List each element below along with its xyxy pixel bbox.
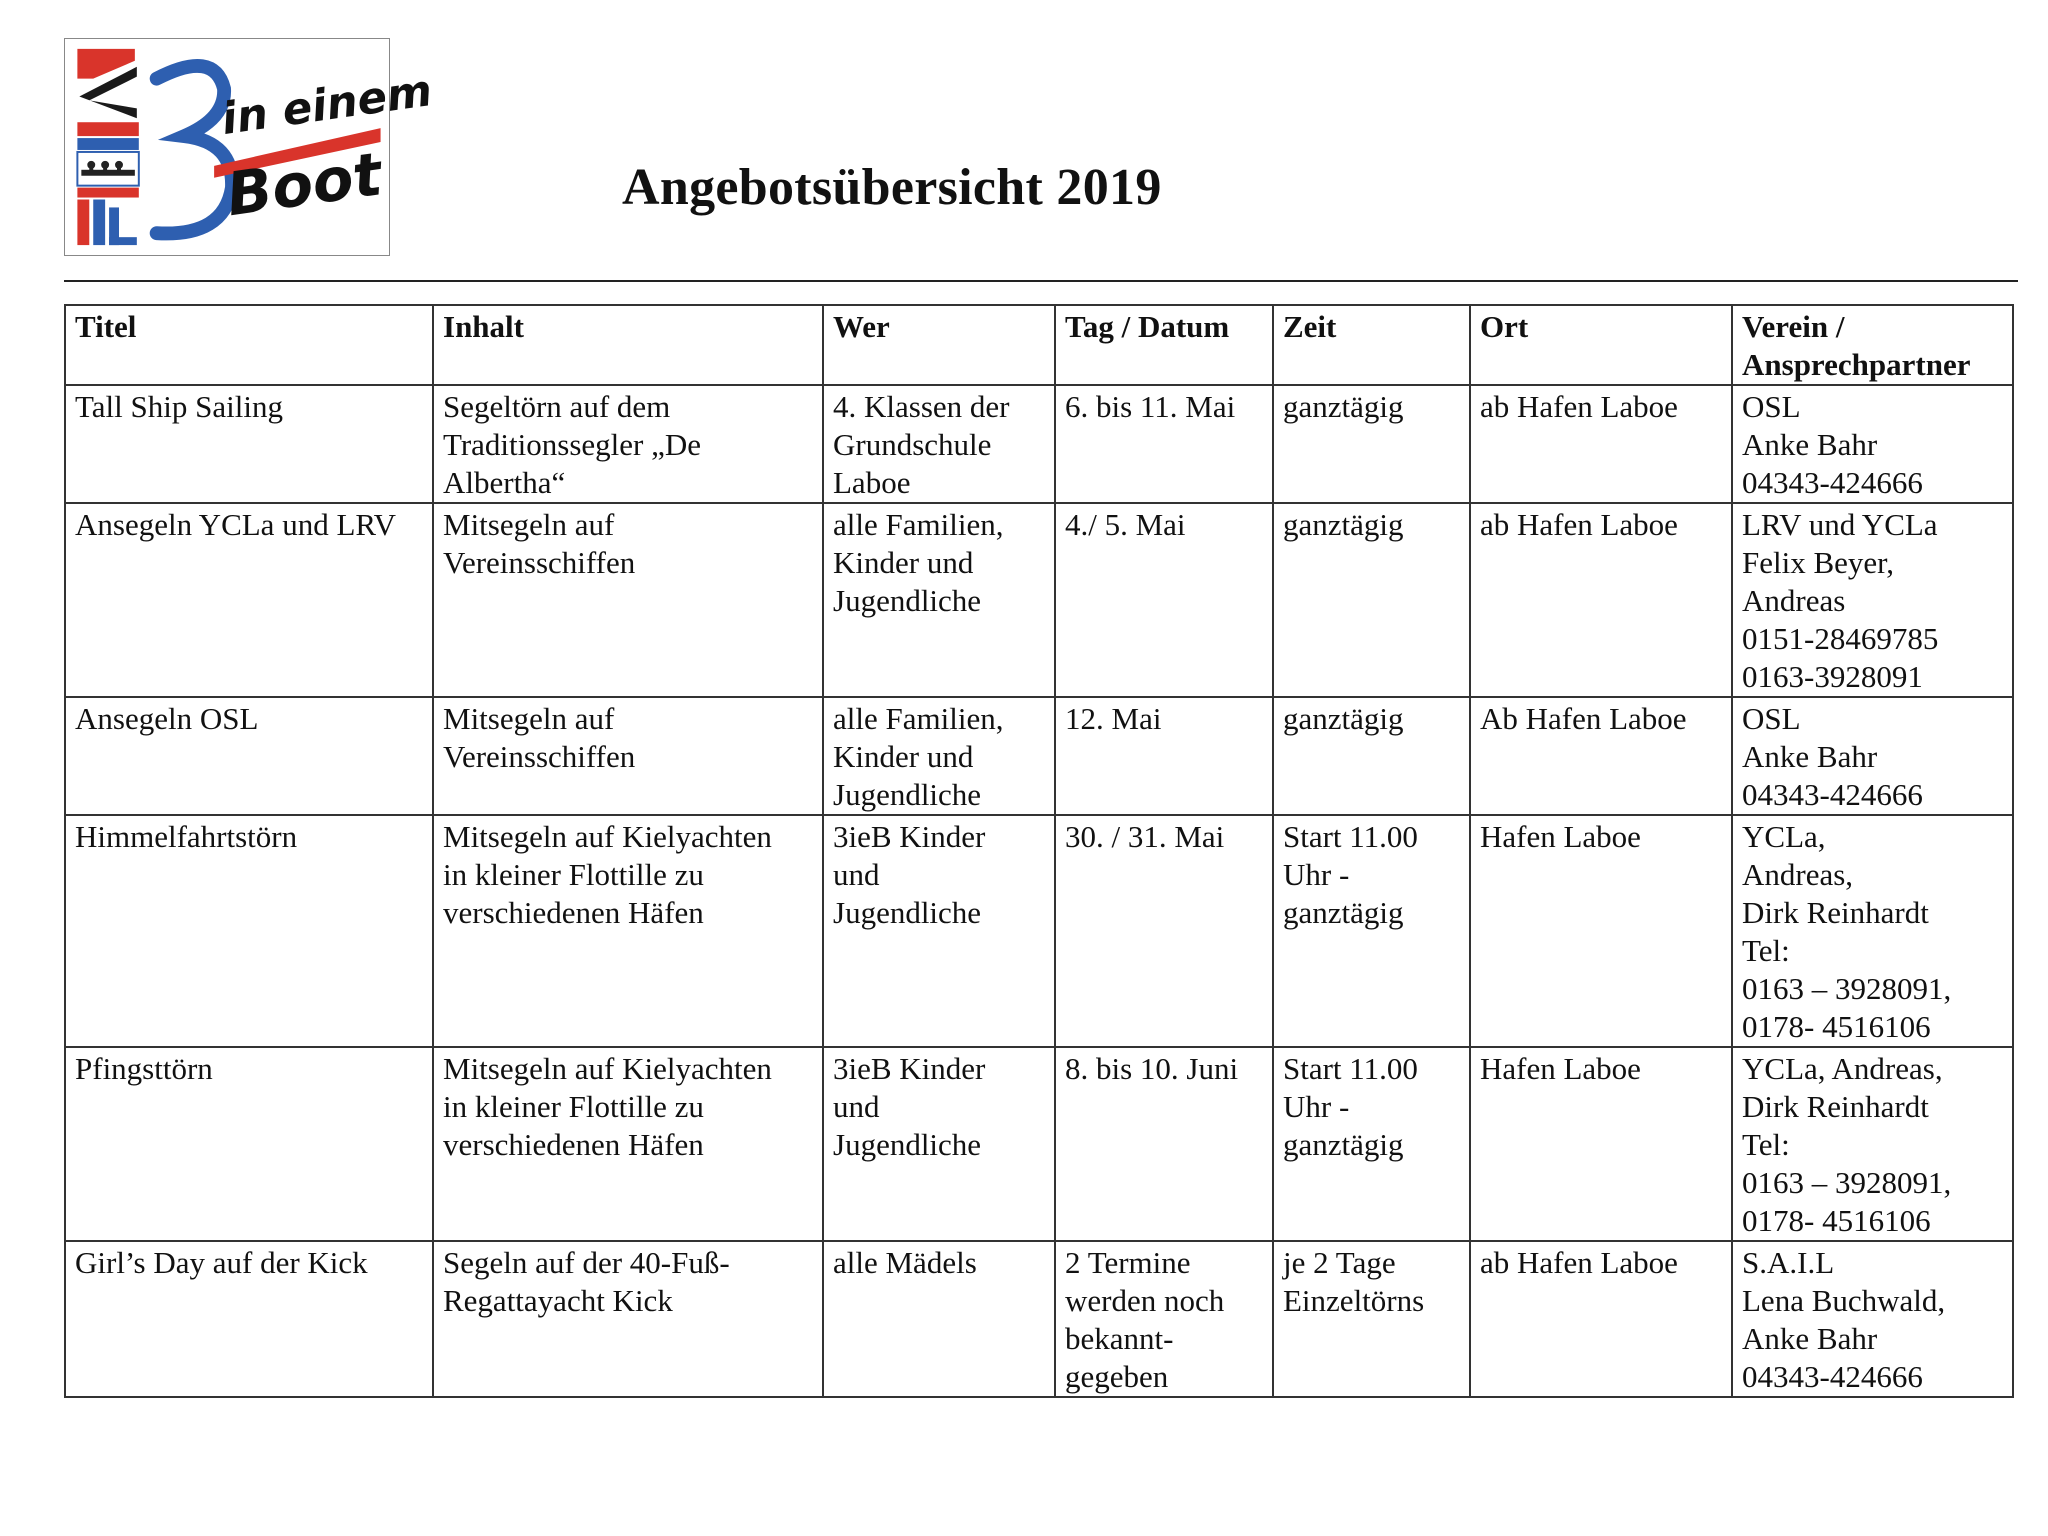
cell-line: 04343-424666 — [1742, 465, 1923, 500]
cell-line: in kleiner Flottille zu — [443, 857, 704, 892]
column-header-datum — [1055, 305, 1273, 385]
cell-line: ganztägig — [1283, 507, 1404, 542]
cell-verein — [1732, 385, 2013, 503]
cell-line: Himmelfahrtstörn — [75, 819, 298, 854]
cell-line: ganztägig — [1283, 389, 1404, 424]
cell-verein — [1732, 697, 2013, 815]
cell-wer — [823, 503, 1055, 697]
cell-line: LRV und YCLa — [1742, 507, 1938, 542]
cell-zeit — [1273, 815, 1470, 1047]
table-row — [65, 385, 2013, 503]
cell-line: 0163 – 3928091, — [1742, 1165, 1952, 1200]
cell-line: Inhalt — [443, 309, 524, 344]
cell-line: in kleiner Flottille zu — [443, 1089, 704, 1124]
cell-zeit — [1273, 1047, 1470, 1241]
cell-line: 0151-28469785 — [1742, 621, 1939, 656]
cell-line: alle Familien, — [833, 507, 1004, 542]
cell-line: verschiedenen Häfen — [443, 895, 704, 930]
cell-line: 04343-424666 — [1742, 777, 1923, 812]
cell-zeit — [1273, 385, 1470, 503]
column-header-inhalt — [433, 305, 823, 385]
cell-titel — [65, 1241, 433, 1397]
logo-graphic — [65, 39, 436, 255]
cell-line: Hafen Laboe — [1480, 819, 1641, 854]
cell-line: Ansegeln OSL — [75, 701, 259, 736]
cell-ort — [1470, 503, 1732, 697]
cell-line: Ansegeln YCLa und LRV — [75, 507, 396, 542]
cell-wer — [823, 1241, 1055, 1397]
cell-line: Tag / Datum — [1065, 309, 1230, 344]
cell-titel — [65, 503, 433, 697]
cell-line: ganztägig — [1283, 895, 1404, 930]
logo — [64, 38, 436, 256]
cell-line: YCLa, Andreas, — [1742, 1051, 1943, 1086]
cell-titel — [65, 1047, 433, 1241]
cell-wer — [823, 385, 1055, 503]
cell-line: Kinder und — [833, 739, 974, 774]
cell-line: Jugendliche — [833, 777, 982, 812]
cell-line: Anke Bahr — [1742, 739, 1878, 774]
cell-titel — [65, 385, 433, 503]
cell-line: Felix Beyer, — [1742, 545, 1895, 580]
cell-datum — [1055, 385, 1273, 503]
cell-verein — [1732, 503, 2013, 697]
cell-inhalt — [433, 385, 823, 503]
cell-line: Mitsegeln auf — [443, 507, 615, 542]
cell-line: OSL — [1742, 389, 1801, 424]
cell-line: Wer — [833, 309, 890, 344]
cell-line: 30. / 31. Mai — [1065, 819, 1225, 854]
cell-datum — [1055, 1241, 1273, 1397]
cell-line: Albertha“ — [443, 465, 566, 500]
cell-line: Mitsegeln auf Kielyachten — [443, 1051, 772, 1086]
table-header-row — [65, 305, 2013, 385]
cell-line: 3ieB Kinder — [833, 819, 986, 854]
cell-line: Jugendliche — [833, 895, 982, 930]
cell-line: ab Hafen Laboe — [1480, 389, 1678, 424]
cell-line: Mitsegeln auf — [443, 701, 615, 736]
cell-zeit — [1273, 697, 1470, 815]
offer-overview-table — [64, 304, 2014, 1398]
page-title: Angebotsübersicht 2019 — [622, 159, 1162, 216]
cell-ort — [1470, 385, 1732, 503]
cell-line: YCLa, — [1742, 819, 1826, 854]
cell-line: gegeben — [1065, 1359, 1169, 1394]
cell-line: Lena Buchwald, — [1742, 1283, 1946, 1318]
table-row — [65, 503, 2013, 697]
cell-verein — [1732, 1241, 2013, 1397]
table-body — [65, 385, 2013, 1397]
cell-line: Vereinsschiffen — [443, 739, 636, 774]
cell-line: Tall Ship Sailing — [75, 389, 283, 424]
cell-line: Regattayacht Kick — [443, 1283, 673, 1318]
cell-line: werden noch — [1065, 1283, 1225, 1318]
cell-line: 04343-424666 — [1742, 1359, 1923, 1394]
cell-line: Ansprechpartner — [1742, 347, 1971, 382]
cell-line: 0178- 4516106 — [1742, 1203, 1931, 1238]
cell-line: Segeln auf der 40-Fuß- — [443, 1245, 730, 1280]
cell-line: Verein / — [1742, 309, 1845, 344]
cell-line: und — [833, 1089, 880, 1124]
cell-line: 0178- 4516106 — [1742, 1009, 1931, 1044]
cell-titel — [65, 697, 433, 815]
cell-line: Ort — [1480, 309, 1529, 344]
cell-wer — [823, 1047, 1055, 1241]
cell-ort — [1470, 1241, 1732, 1397]
table-row — [65, 815, 2013, 1047]
cell-line: alle Mädels — [833, 1245, 977, 1280]
cell-zeit — [1273, 1241, 1470, 1397]
cell-line: 8. bis 10. Juni — [1065, 1051, 1239, 1086]
logo-text-line1: in einem — [218, 66, 436, 146]
cell-line: 0163 – 3928091, — [1742, 971, 1952, 1006]
table-row — [65, 1241, 2013, 1397]
cell-line: Tel: — [1742, 1127, 1790, 1162]
cell-line: Andreas — [1742, 583, 1846, 618]
cell-line: Anke Bahr — [1742, 427, 1878, 462]
cell-line: Vereinsschiffen — [443, 545, 636, 580]
cell-titel — [65, 815, 433, 1047]
cell-line: Uhr - — [1283, 1089, 1350, 1124]
cell-datum — [1055, 697, 1273, 815]
cell-line: Titel — [75, 309, 137, 344]
cell-ort — [1470, 815, 1732, 1047]
cell-wer — [823, 697, 1055, 815]
cell-line: ganztägig — [1283, 701, 1404, 736]
cell-ort — [1470, 697, 1732, 815]
cell-line: Segeltörn auf dem — [443, 389, 671, 424]
cell-ort — [1470, 1047, 1732, 1241]
cell-datum — [1055, 503, 1273, 697]
cell-line: Jugendliche — [833, 1127, 982, 1162]
cell-inhalt — [433, 1047, 823, 1241]
cell-line: Uhr - — [1283, 857, 1350, 892]
cell-datum — [1055, 815, 1273, 1047]
cell-line: Girl’s Day auf der Kick — [75, 1245, 368, 1280]
cell-line: Hafen Laboe — [1480, 1051, 1641, 1086]
table-row — [65, 697, 2013, 815]
cell-line: ab Hafen Laboe — [1480, 507, 1678, 542]
cell-line: 4. Klassen der — [833, 389, 1010, 424]
cell-verein — [1732, 815, 2013, 1047]
column-header-ort — [1470, 305, 1732, 385]
cell-line: Laboe — [833, 465, 911, 500]
cell-line: Traditionssegler „De — [443, 427, 702, 462]
cell-line: ganztägig — [1283, 1127, 1404, 1162]
column-header-verein — [1732, 305, 2013, 385]
cell-zeit — [1273, 503, 1470, 697]
cell-line: 2 Termine — [1065, 1245, 1191, 1280]
cell-line: 0163-3928091 — [1742, 659, 1923, 694]
cell-line: verschiedenen Häfen — [443, 1127, 704, 1162]
cell-line: S.A.I.L — [1742, 1245, 1835, 1280]
cell-line: OSL — [1742, 701, 1801, 736]
cell-line: Zeit — [1283, 309, 1337, 344]
cell-wer — [823, 815, 1055, 1047]
cell-line: Ab Hafen Laboe — [1480, 701, 1687, 736]
cell-line: alle Familien, — [833, 701, 1004, 736]
cell-line: Dirk Reinhardt — [1742, 895, 1929, 930]
column-header-wer — [823, 305, 1055, 385]
cell-line: Tel: — [1742, 933, 1790, 968]
cell-line: bekannt- — [1065, 1321, 1174, 1356]
cell-line: 12. Mai — [1065, 701, 1162, 736]
cell-line: Start 11.00 — [1283, 1051, 1418, 1086]
column-header-titel — [65, 305, 433, 385]
cell-line: Einzeltörns — [1283, 1283, 1425, 1318]
cell-line: 4./ 5. Mai — [1065, 507, 1186, 542]
logo-text-line2: Boot — [222, 140, 386, 231]
cell-verein — [1732, 1047, 2013, 1241]
cell-line: Pfingsttörn — [75, 1051, 213, 1086]
column-header-zeit — [1273, 305, 1470, 385]
cell-line: 6. bis 11. Mai — [1065, 389, 1236, 424]
cell-line: Andreas, — [1742, 857, 1854, 892]
cell-line: Start 11.00 — [1283, 819, 1418, 854]
table-row — [65, 1047, 2013, 1241]
cell-line: Grundschule — [833, 427, 992, 462]
cell-inhalt — [433, 1241, 823, 1397]
cell-datum — [1055, 1047, 1273, 1241]
cell-line: 3ieB Kinder — [833, 1051, 986, 1086]
cell-line: und — [833, 857, 880, 892]
cell-line: Jugendliche — [833, 583, 982, 618]
cell-line: je 2 Tage — [1283, 1245, 1396, 1280]
cell-line: Anke Bahr — [1742, 1321, 1878, 1356]
cell-inhalt — [433, 697, 823, 815]
cell-line: Kinder und — [833, 545, 974, 580]
title-divider — [64, 280, 2018, 282]
cell-line: Dirk Reinhardt — [1742, 1089, 1929, 1124]
cell-inhalt — [433, 815, 823, 1047]
cell-line: Mitsegeln auf Kielyachten — [443, 819, 772, 854]
cell-inhalt — [433, 503, 823, 697]
cell-line: ab Hafen Laboe — [1480, 1245, 1678, 1280]
